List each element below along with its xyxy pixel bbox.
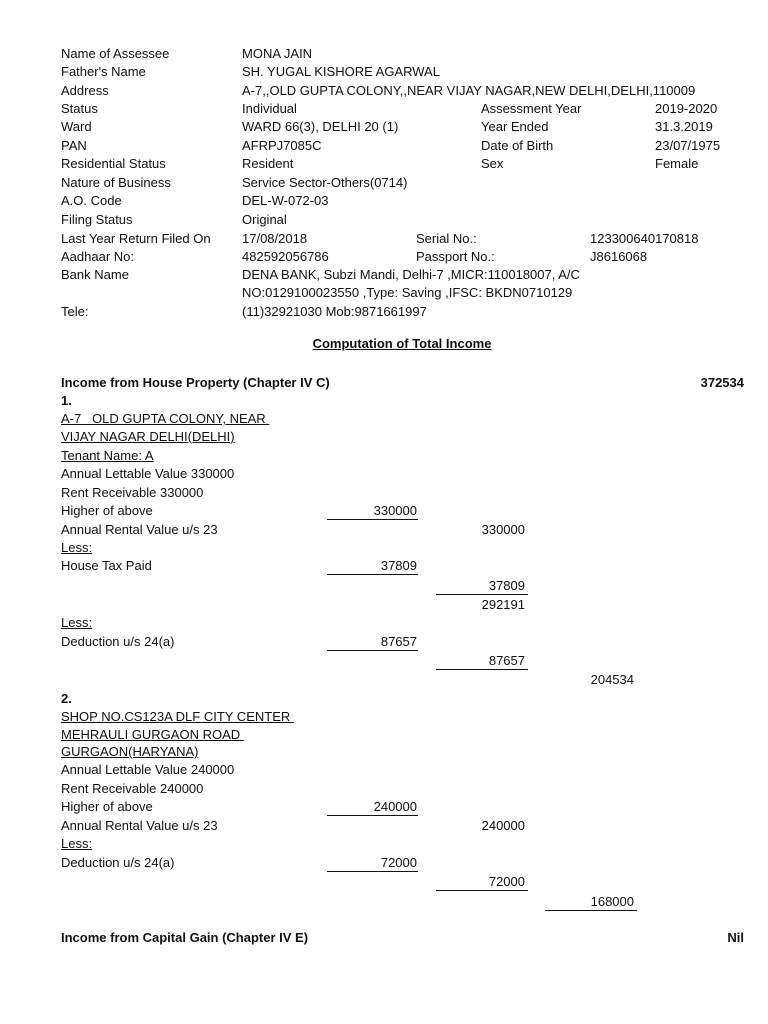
last-year-return-value: 17/08/2018 <box>242 231 308 246</box>
property-1-deduction-total: 87657 <box>488 653 525 668</box>
capital-gain-value: Nil <box>727 930 744 945</box>
property-2-less-label: Less: <box>61 836 93 851</box>
bank-line-1: DENA BANK, Subzi Mandi, Delhi-7 ,MICR:110018007, A/C <box>242 267 580 282</box>
property-2-income: 168000 <box>590 894 634 909</box>
pan-value: AFRPJ7085C <box>242 138 322 153</box>
property-2-address-line-2: MEHRAULI GURGAON ROAD <box>61 727 244 742</box>
year-ended-label: Year Ended <box>481 119 549 134</box>
last-year-return-label: Last Year Return Filed On <box>61 231 211 246</box>
address-label: Address <box>61 83 109 98</box>
property-1-house-tax-label: House Tax Paid <box>61 558 152 573</box>
father-label: Father's Name <box>61 64 146 79</box>
nature-of-business-value: Service Sector-Others(0714) <box>242 175 408 190</box>
property-1-income: 204534 <box>590 672 634 687</box>
aadhaar-label: Aadhaar No: <box>61 249 134 264</box>
rule <box>436 890 528 891</box>
nature-of-business-label: Nature of Business <box>61 175 171 190</box>
property-2-number: 2. <box>61 691 72 706</box>
property-1-arv-label: Annual Rental Value u/s 23 <box>61 522 218 537</box>
rule <box>327 871 418 872</box>
ao-code-value: DEL-W-072-03 <box>242 193 329 208</box>
residential-status-label: Residential Status <box>61 156 166 171</box>
property-2-higher-label: Higher of above <box>61 799 153 814</box>
assessment-year-value: 2019-2020 <box>655 101 718 116</box>
tele-value: (11)32921030 Mob:9871661997 <box>242 304 427 319</box>
filing-status-value: Original <box>242 212 287 227</box>
property-2-address-line-3: GURGAON(HARYANA) <box>61 744 199 759</box>
property-1-less-label-2: Less: <box>61 615 93 630</box>
property-1-number: 1. <box>61 393 72 408</box>
property-2-rent-receivable: Rent Receivable 240000 <box>61 781 204 796</box>
ward-label: Ward <box>61 119 92 134</box>
property-1-net-value: 292191 <box>481 597 525 612</box>
property-1-annual-lettable-value: Annual Lettable Value 330000 <box>61 466 235 481</box>
property-1-deduction-label: Deduction u/s 24(a) <box>61 634 175 649</box>
property-1-higher-value: 330000 <box>373 503 417 518</box>
house-property-heading: Income from House Property (Chapter IV C) <box>61 375 330 390</box>
assessment-year-label: Assessment Year <box>481 101 582 116</box>
rule <box>436 594 528 595</box>
property-1-address-line-1: A-7 OLD GUPTA COLONY, NEAR <box>61 411 270 426</box>
serial-value: 123300640170818 <box>590 231 699 246</box>
sex-value: Female <box>655 156 699 171</box>
bank-label: Bank Name <box>61 267 129 282</box>
property-2-deduction-value: 72000 <box>380 855 417 870</box>
passport-label: Passport No.: <box>416 249 495 264</box>
house-property-total: 372534 <box>700 375 744 390</box>
serial-label: Serial No.: <box>416 231 477 246</box>
status-value: Individual <box>242 101 297 116</box>
rule <box>327 650 418 651</box>
status-label: Status <box>61 101 98 116</box>
computation-title: Computation of Total Income <box>312 336 492 351</box>
address-value: A-7,,OLD GUPTA COLONY,,NEAR VIJAY NAGAR,NEW DELHI,DELHI,110009 <box>242 83 696 98</box>
passport-value: J8616068 <box>590 249 648 264</box>
property-1-less-label: Less: <box>61 540 93 555</box>
year-ended-value: 31.3.2019 <box>655 119 713 134</box>
sex-label: Sex <box>481 156 504 171</box>
property-1-house-tax-value: 37809 <box>380 558 417 573</box>
dob-value: 23/07/1975 <box>655 138 721 153</box>
rule <box>436 669 528 670</box>
ward-value: WARD 66(3), DELHI 20 (1) <box>242 119 399 134</box>
rule <box>327 519 418 520</box>
father-value: SH. YUGAL KISHORE AGARWAL <box>242 64 440 79</box>
capital-gain-heading: Income from Capital Gain (Chapter IV E) <box>61 930 309 945</box>
rule <box>327 815 418 816</box>
rule <box>327 574 418 575</box>
name-value: MONA JAIN <box>242 46 313 61</box>
property-1-address-line-2: VIJAY NAGAR DELHI(DELHI) <box>61 429 235 444</box>
property-2-arv-label: Annual Rental Value u/s 23 <box>61 818 218 833</box>
aadhaar-value: 482592056786 <box>242 249 329 264</box>
property-1-tenant: Tenant Name: A <box>61 448 154 463</box>
property-2-deduction-total: 72000 <box>488 874 525 889</box>
bank-line-2: NO:0129100023550 ,Type: Saving ,IFSC: BKDN0710129 <box>242 285 573 300</box>
property-1-higher-label: Higher of above <box>61 503 153 518</box>
property-1-house-tax-total: 37809 <box>488 578 525 593</box>
property-1-rent-receivable: Rent Receivable 330000 <box>61 485 204 500</box>
residential-status-value: Resident <box>242 156 294 171</box>
property-2-address-line-1: SHOP NO.CS123A DLF CITY CENTER <box>61 709 294 724</box>
rule <box>545 910 637 911</box>
pan-label: PAN <box>61 138 87 153</box>
property-1-arv-value: 330000 <box>481 522 525 537</box>
property-2-deduction-label: Deduction u/s 24(a) <box>61 855 175 870</box>
property-2-higher-value: 240000 <box>373 799 417 814</box>
dob-label: Date of Birth <box>481 138 554 153</box>
property-2-annual-lettable-value: Annual Lettable Value 240000 <box>61 762 235 777</box>
property-2-arv-value: 240000 <box>481 818 525 833</box>
property-1-deduction-value: 87657 <box>380 634 417 649</box>
filing-status-label: Filing Status <box>61 212 133 227</box>
tele-label: Tele: <box>61 304 89 319</box>
name-label: Name of Assessee <box>61 46 170 61</box>
ao-code-label: A.O. Code <box>61 193 122 208</box>
